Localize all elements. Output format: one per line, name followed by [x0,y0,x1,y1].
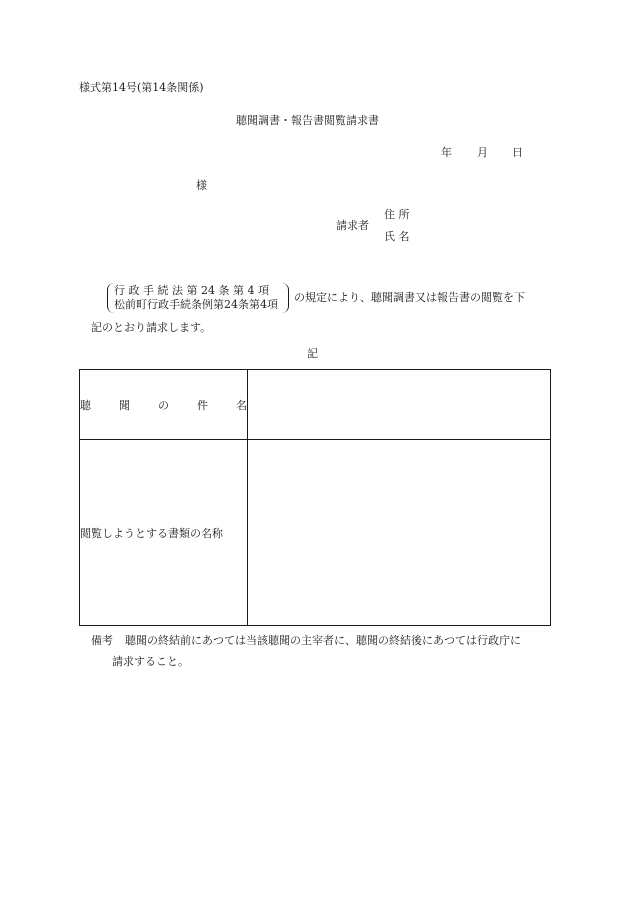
document-name-label: 閲覧しようとする書類の名称 [80,526,223,540]
subject-label [80,397,247,413]
document-name-value-cell[interactable] [248,440,551,626]
remarks-line-1: 聴聞の終結前にあつては当該聴聞の主宰者に、聴聞の終結後にあつては行政庁に [125,634,521,647]
date-day-label: 日 [512,146,523,159]
request-table [79,369,551,626]
requester-label: 請求者 [336,219,369,232]
name-label: 氏 名 [384,230,410,243]
address-label: 住 所 [384,208,410,221]
subject-label-char: の [158,398,169,412]
addressee-suffix: 様 [196,179,207,192]
subject-label-char: 聴 [80,398,91,412]
form-number: 様式第14号(第14条関係) [79,81,204,94]
subject-label-char: 聞 [119,398,130,412]
body-text-line-2: 記のとおり請求します。 [91,321,212,334]
subject-label-char: 名 [236,398,247,412]
page-title: 聴聞調書・報告書閲覧請求書 [236,114,379,127]
date-year-label: 年 [441,146,452,159]
table-row [80,370,551,440]
document-name-label-cell [80,440,248,626]
legal-basis-option-1: 行 政 手 続 法 第 24 条 第 4 項 [114,284,269,297]
table-row [80,440,551,626]
ki-heading: 記 [307,347,318,360]
subject-value-cell[interactable] [248,370,551,440]
date-month-label: 月 [477,146,488,159]
legal-basis-brackets [107,283,289,313]
subject-label-char: 件 [197,398,208,412]
legal-basis-option-2: 松前町行政手続条例第24条第4項 [114,298,278,311]
subject-label-cell [80,370,248,440]
remarks-label: 備考 [91,634,113,647]
body-text-line-1: の規定により、聴聞調書又は報告書の閲覧を下 [294,291,525,304]
remarks-line-2: 請求すること。 [112,655,189,668]
